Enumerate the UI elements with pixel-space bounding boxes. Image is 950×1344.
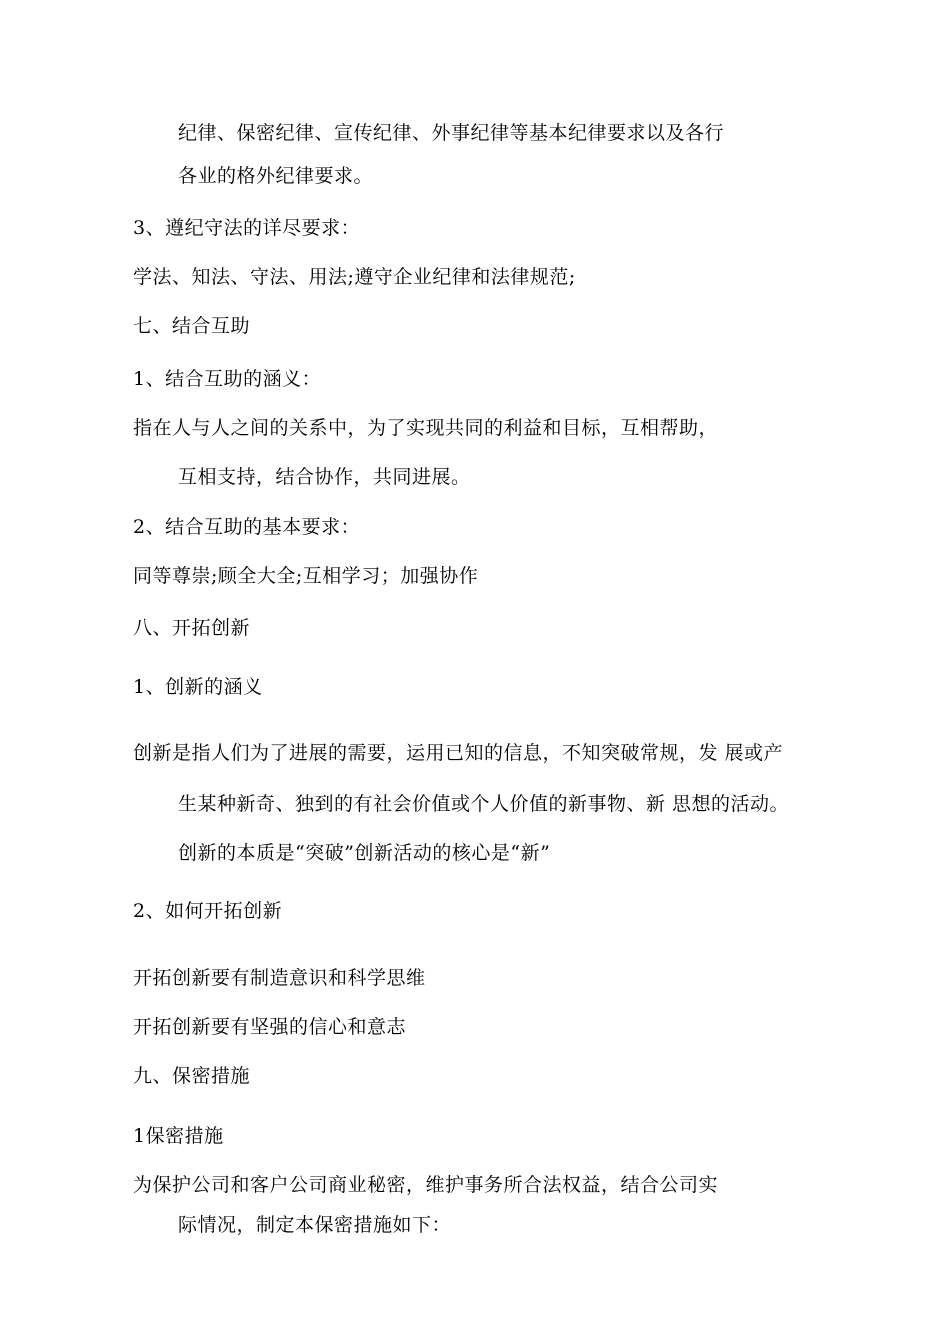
text-line: 各业的格外纪律要求。: [178, 165, 374, 187]
section-heading: 1保密措施: [133, 1125, 224, 1147]
text-line: 指在人与人之间的关系中，为了实现共同的利益和目标，互相帮助，: [133, 417, 719, 439]
section-heading: 2、如何开拓创新: [133, 900, 283, 922]
text-line: 开拓创新要有制造意识和科学思维: [133, 967, 426, 989]
section-heading: 1、结合互助的涵义：: [133, 368, 322, 390]
text-line: 纪律、保密纪律、宣传纪律、外事纪律等基本纪律要求以及各行: [178, 122, 725, 144]
text-line: 同等尊崇;顾全大全;互相学习；加强协作: [133, 565, 479, 587]
section-heading: 2、结合互助的基本要求：: [133, 516, 361, 538]
chapter-heading: 七、结合互助: [133, 315, 251, 337]
text-line: 学法、知法、守法、用法;遵守企业纪律和法律规范;: [133, 266, 576, 288]
text-line: 际情况，制定本保密措施如下：: [178, 1214, 452, 1236]
section-heading: 1、创新的涵义: [133, 676, 263, 698]
text-line: 生某种新奇、独到的有社会价值或个人价值的新事物、新 思想的活动。: [178, 793, 790, 815]
text-line: 开拓创新要有坚强的信心和意志: [133, 1016, 407, 1038]
chapter-heading: 九、保密措施: [133, 1065, 251, 1087]
text-line: 互相支持，结合协作，共同进展。: [178, 466, 471, 488]
text-line: 创新的本质是“突破”创新活动的核心是“新”: [178, 842, 551, 864]
text-line: 创新是指人们为了进展的需要，运用已知的信息，不知突破常规，发 展或产: [133, 742, 784, 764]
text-line: 为保护公司和客户公司商业秘密，维护事务所合法权益，结合公司实: [133, 1174, 719, 1196]
section-heading: 3、遵纪守法的详尽要求：: [133, 217, 361, 239]
chapter-heading: 八、开拓创新: [133, 617, 251, 639]
